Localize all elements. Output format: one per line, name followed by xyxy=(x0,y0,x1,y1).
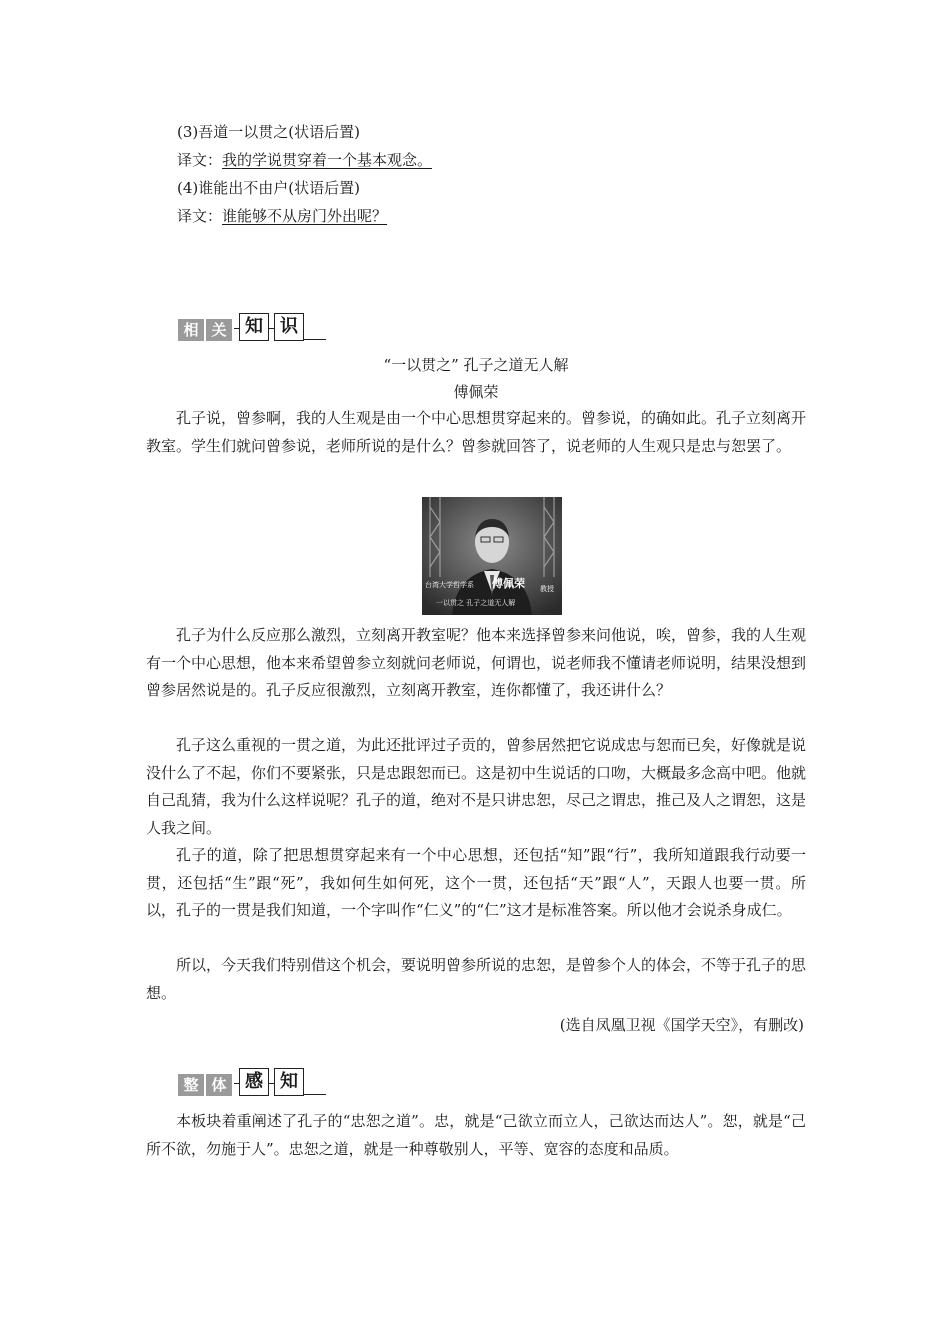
article-paragraph-1: 孔子说，曾参啊，我的人生观是由一个中心思想贯穿起来的。曾参说，的确如此。孔子立刻离开教室。学生们就问曾参说，老师所说的是什么？曾参就回答了，说老师的人生观只是忠与恕罢了。 xyxy=(146,409,807,455)
heading-boxed-char: 知 xyxy=(239,313,269,341)
article-paragraph-4: 孔子的道，除了把思想贯穿起来有一个中心思想，还包括“知”跟“行”，我所知道跟我行动要一贯，还包括“生”跟“死”，我如何生如何死，这个一贯，还包括“天”跟“人”，天跟人也要一贯。所以，孔子的一贯是我们知道，一个字叫作“仁义”的“仁”这才是标准答案。所以他才会说杀身成仁。 xyxy=(146,846,806,919)
speaker-photo-graphic xyxy=(422,497,562,615)
photo-caption-right: 教授 xyxy=(540,585,554,593)
heading-char: 关 xyxy=(206,319,232,341)
photo-subtitle: 一以贯之 孔子之道无人解 xyxy=(436,599,516,607)
section-heading-related-knowledge xyxy=(178,313,326,341)
article-author: 傅佩荣 xyxy=(453,383,499,401)
heading-boxed-char: 知 xyxy=(274,1068,304,1096)
article-title: “一以贯之” 孔子之道无人解 xyxy=(383,356,569,374)
heading-boxed-char: 识 xyxy=(274,313,304,341)
item-4-translation xyxy=(177,206,387,226)
translation-text: 谁能够不从房门外出呢？ xyxy=(222,207,388,225)
heading-char: 整 xyxy=(178,1074,204,1096)
section-heading-overall-perception xyxy=(178,1068,326,1096)
translation-text: 我的学说贯穿着一个基本观念。 xyxy=(222,151,433,169)
photo-caption-left: 台湾大学哲学系 xyxy=(425,581,474,589)
heading-char: 相 xyxy=(178,319,204,341)
article-paragraph-3: 孔子这么重视的一贯之道，为此还批评过子贡的，曾参居然把它说成忠与恕而已矣，好像就是说没什么了不起，你们不要紧张，只是忠跟恕而已。这是初中生说话的口吻，大概最多念高中吧。他就自己乱猜，我为什么这样说呢？孔子的道，绝对不是只讲忠恕，尽己之谓忠，推己及人之谓恕，这是人我之间。 xyxy=(146,736,807,837)
article-paragraph-5: 所以，今天我们特别借这个机会，要说明曾参所说的忠恕，是曾参个人的体会，不等于孔子的思想。 xyxy=(146,956,807,1002)
heading-char: 体 xyxy=(206,1074,232,1096)
summary-paragraph: 本板块着重阐述了孔子的“忠恕之道”。忠，就是“己欲立而立人，己欲达而达人”。恕，就是“己所不欲，勿施于人”。忠恕之道，就是一种尊敬别人，平等、宽容的态度和品质。 xyxy=(146,1112,806,1158)
item-4-text: (4)谁能出不由户(状语后置) xyxy=(177,179,360,197)
photo-caption-name: 傅佩荣 xyxy=(492,577,525,590)
heading-boxed-char: 感 xyxy=(239,1068,269,1096)
item-3-translation xyxy=(177,150,432,170)
item-3-text: (3)吾道一以贯之(状语后置) xyxy=(177,123,360,141)
translation-label: 译文： xyxy=(177,151,223,169)
article-paragraph-2: 孔子为什么反应那么激烈，立刻离开教室呢？他本来选择曾参来问他说，唉，曾参，我的人生观有一个中心思想，他本来希望曾参立刻就问老师说，何谓也，说老师我不懂请老师说明，结果没想到曾参居然说是的。孔子反应很激烈，立刻离开教室，连你都懂了，我还讲什么？ xyxy=(146,626,807,699)
article-source: (选自凤凰卫视《国学天空》，有删改) xyxy=(559,1016,804,1034)
translation-label: 译文： xyxy=(177,207,223,225)
speaker-photo xyxy=(422,497,562,615)
heading-underline xyxy=(304,1094,326,1095)
heading-underline xyxy=(304,339,326,340)
